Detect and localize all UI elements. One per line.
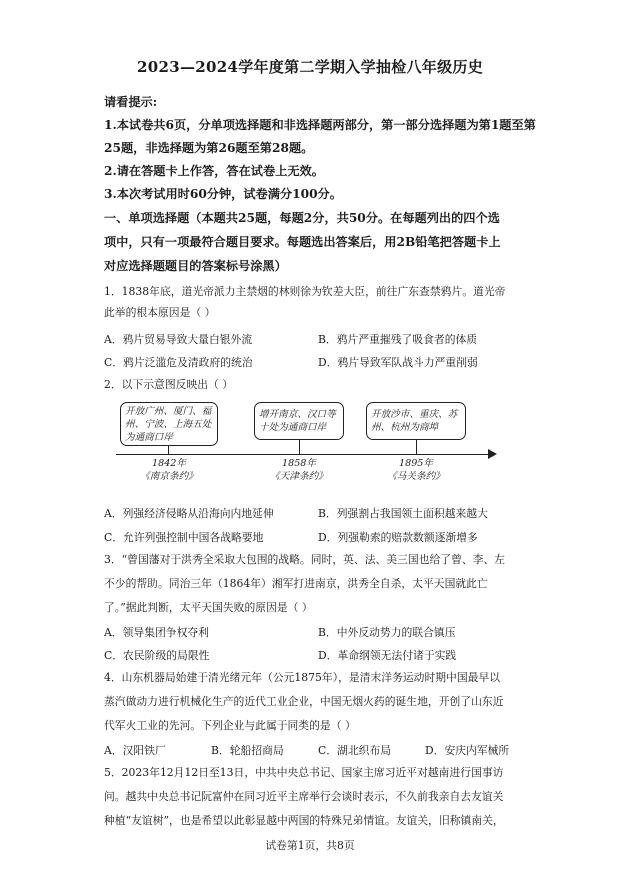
q3-option-b: B．中外反动势力的联合镇压 — [318, 626, 456, 639]
q1-option-d: D．鸦片导致军队战斗力严重削弱 — [318, 356, 478, 369]
section-heading-1: 一、单项选择题（本题共25题，每题2分，共50分。在每题列出的四个选 — [104, 211, 500, 225]
q4-stem-2: 蒸汽做动力进行机械化生产的近代工业企业，中国无烟火药的诞生地，开创了山东近 — [104, 695, 504, 708]
q3-stem-2: 不少的帮助。同治三年（1864年）湘军打进南京，洪秀全自杀，太平天国就此亡 — [104, 577, 488, 590]
timeline-box-1895: 开放沙市、重庆、苏州、杭州为商埠 — [366, 402, 466, 440]
timeline-year-1842: 1842年 — [151, 458, 186, 469]
q4-option-b: B．轮船招商局 — [211, 744, 284, 757]
notice-line-3: 3.本次考试用时60分钟，试卷满分100分。 — [104, 187, 342, 201]
q5-stem-3: 种植“友谊树”，也是希望以此彰显越中两国的特殊兄弟情谊。友谊关，旧称镇南关， — [104, 814, 504, 827]
q1-option-a: A．鸦片贸易导致大量白银外流 — [104, 333, 253, 346]
timeline-box-1842: 开放广州、厦门、福州、宁波、上海五处为通商口岸 — [120, 402, 218, 446]
q2-option-b: B．列强割占我国领土面积越来越大 — [318, 507, 488, 520]
q1-stem-1: 1．1838年底，道光帝派力主禁烟的林则徐为钦差大臣，前往广东查禁鸦片。道光帝 — [104, 285, 506, 298]
timeline-treaty-1895: 《马关条约》 — [387, 471, 445, 482]
q4-stem-1: 4．山东机器局始建于清光绪元年（公元1875年），是清末洋务运动时期中国最早以 — [104, 671, 501, 684]
q3-stem-1: 3．“曾国藩对于洪秀全采取大包围的战略。同时，英、法、美三国也给了曾、李、左 — [104, 553, 506, 566]
timeline-arrow-icon — [488, 449, 497, 459]
q2-stem: 2．以下示意图反映出（ ） — [104, 378, 234, 391]
q5-stem-1: 5．2023年12月12日至13日，中共中央总书记、国家主席习近平对越南进行国事访 — [104, 766, 504, 779]
section-heading-3: 对应选择题题目的答案标号涂黑） — [104, 259, 287, 273]
treaty-timeline-figure — [116, 400, 502, 490]
timeline-treaty-1858: 《天津条约》 — [270, 471, 328, 482]
notice-line-1b: 25题，非选择题为第26题至第28题。 — [104, 141, 314, 155]
q3-option-a: A．领导集团争权夺利 — [104, 626, 209, 639]
q1-option-c: C．鸦片泛滥危及清政府的统治 — [104, 356, 253, 369]
notice-line-1a: 1.本试卷共6页，分单项选择题和非选择题两部分，第一部分选择题为第1题至第 — [104, 118, 536, 132]
timeline-treaty-1842: 《南京条约》 — [140, 471, 198, 482]
q3-option-c: C．农民阶级的局限性 — [104, 649, 210, 662]
timeline-box-1858: 增开南京、汉口等十处为通商口岸 — [254, 402, 344, 440]
q1-option-b: B．鸦片严重摧残了吸食者的体质 — [318, 333, 478, 346]
timeline-axis — [116, 454, 494, 455]
page-title: 2023—2024学年度第二学期入学抽检八年级历史 — [137, 58, 483, 76]
timeline-year-1895: 1895年 — [398, 458, 433, 469]
q5-stem-2: 问。越共中央总书记阮富仲在同习近平主席举行会谈时表示，不久前我亲自去友谊关 — [104, 790, 504, 803]
q4-option-c: C．湖北织布局 — [318, 744, 392, 757]
timeline-year-1858: 1858年 — [281, 458, 316, 469]
q2-option-d: D．列强勒索的赔款数额逐渐增多 — [318, 531, 478, 544]
q1-stem-2: 此举的根本原因是（ ） — [104, 306, 216, 319]
q4-option-d: D．安庆内军械所 — [425, 744, 510, 757]
q3-option-d: D．革命纲领无法付诸于实践 — [318, 649, 457, 662]
notice-line-2: 2.请在答题卡上作答，答在试卷上无效。 — [104, 164, 324, 178]
timeline-connector-2 — [299, 440, 300, 454]
q2-option-a: A．列强经济侵略从沿海向内地延伸 — [104, 507, 274, 520]
timeline-connector-3 — [416, 440, 417, 454]
q2-option-c: C．允许列强控制中国各战略要地 — [104, 531, 264, 544]
q4-option-a: A．汉阳铁厂 — [104, 744, 166, 757]
q4-stem-3: 代军火工业的先河。下列企业与此属于同类的是（ ） — [104, 719, 356, 732]
page-footer: 试卷第1页，共8页 — [265, 839, 355, 852]
section-heading-2: 项中，只有一项最符合题目要求。每题选出答案后，用2B铅笔把答题卡上 — [104, 235, 501, 249]
q3-stem-3: 了。”据此判断，太平天国失败的原因是（ ） — [104, 601, 313, 614]
timeline-connector-1 — [168, 446, 169, 454]
notice-heading: 请看提示: — [104, 95, 158, 109]
